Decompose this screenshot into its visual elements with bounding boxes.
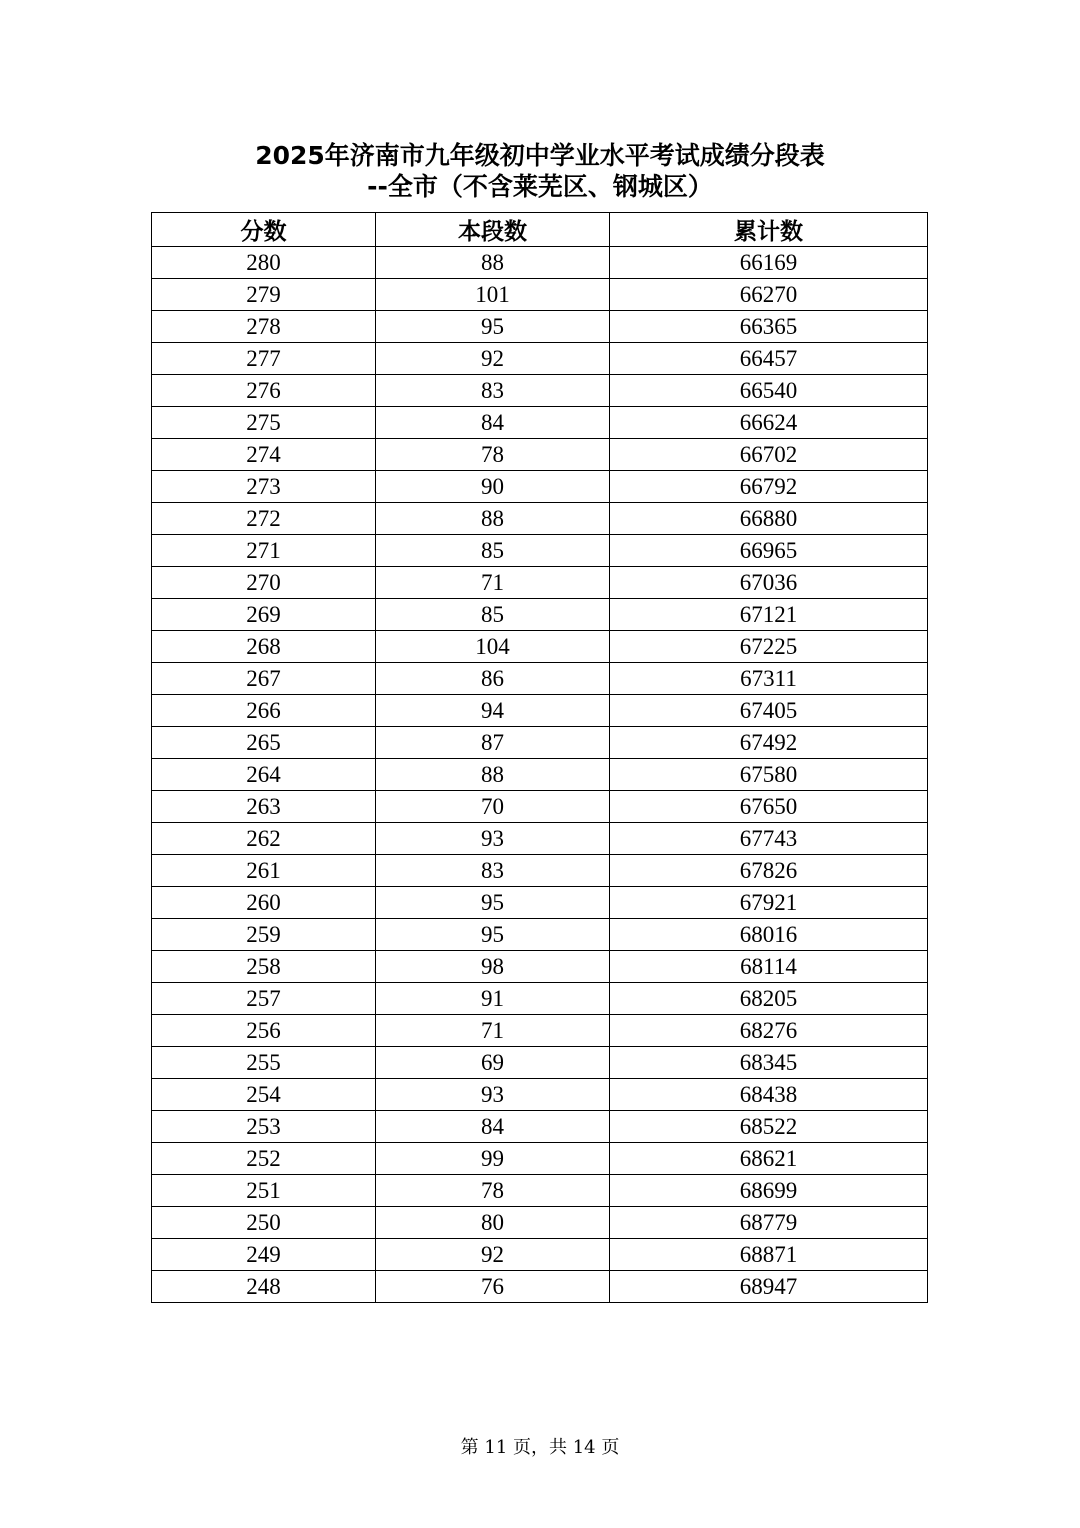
cell-cumulative-count: 68621: [610, 1143, 928, 1175]
cell-cumulative-count: 68205: [610, 983, 928, 1015]
cell-score: 258: [152, 951, 376, 983]
table-row: [152, 567, 928, 599]
cell-cumulative-count: 66624: [610, 407, 928, 439]
cell-score: 263: [152, 791, 376, 823]
table-row: [152, 407, 928, 439]
cell-score: 254: [152, 1079, 376, 1111]
cell-score: 278: [152, 311, 376, 343]
page-subtitle: --全市（不含莱芜区、钢城区）: [367, 172, 713, 201]
cell-score: 274: [152, 439, 376, 471]
table-header-row: [152, 213, 928, 247]
cell-score: 260: [152, 887, 376, 919]
cell-cumulative-count: 68699: [610, 1175, 928, 1207]
table-row: [152, 663, 928, 695]
cell-segment-count: 86: [376, 663, 610, 695]
cell-score: 261: [152, 855, 376, 887]
cell-cumulative-count: 67311: [610, 663, 928, 695]
table-row: [152, 471, 928, 503]
page-number-footer: 第 11 页，共 14 页: [460, 1437, 620, 1458]
header-cumulative-count: 累计数: [610, 213, 928, 247]
cell-score: 257: [152, 983, 376, 1015]
cell-score: 269: [152, 599, 376, 631]
cell-cumulative-count: 67121: [610, 599, 928, 631]
cell-cumulative-count: 67492: [610, 727, 928, 759]
cell-score: 248: [152, 1271, 376, 1303]
cell-segment-count: 80: [376, 1207, 610, 1239]
cell-segment-count: 88: [376, 759, 610, 791]
table-row: [152, 983, 928, 1015]
table-row: [152, 1271, 928, 1303]
cell-score: 280: [152, 247, 376, 279]
page-title: 2025年济南市九年级初中学业水平考试成绩分段表: [255, 141, 825, 170]
cell-segment-count: 92: [376, 1239, 610, 1271]
table-row: [152, 1111, 928, 1143]
table-body: [152, 247, 928, 1303]
cell-segment-count: 78: [376, 439, 610, 471]
table-row: [152, 1015, 928, 1047]
cell-cumulative-count: 67921: [610, 887, 928, 919]
table-row: [152, 343, 928, 375]
cell-cumulative-count: 67405: [610, 695, 928, 727]
cell-segment-count: 104: [376, 631, 610, 663]
cell-cumulative-count: 66365: [610, 311, 928, 343]
header-score: 分数: [152, 213, 376, 247]
table-row: [152, 1047, 928, 1079]
cell-segment-count: 83: [376, 855, 610, 887]
cell-score: 249: [152, 1239, 376, 1271]
table-row: [152, 1207, 928, 1239]
cell-score: 250: [152, 1207, 376, 1239]
cell-segment-count: 85: [376, 535, 610, 567]
cell-segment-count: 101: [376, 279, 610, 311]
cell-cumulative-count: 68871: [610, 1239, 928, 1271]
table-row: [152, 887, 928, 919]
cell-score: 253: [152, 1111, 376, 1143]
score-distribution-table: [151, 212, 928, 1303]
cell-score: 277: [152, 343, 376, 375]
table-row: [152, 1079, 928, 1111]
cell-score: 251: [152, 1175, 376, 1207]
table-row: [152, 919, 928, 951]
cell-score: 252: [152, 1143, 376, 1175]
cell-score: 259: [152, 919, 376, 951]
cell-score: 266: [152, 695, 376, 727]
table-row: [152, 855, 928, 887]
cell-score: 273: [152, 471, 376, 503]
cell-segment-count: 90: [376, 471, 610, 503]
cell-segment-count: 70: [376, 791, 610, 823]
cell-cumulative-count: 67826: [610, 855, 928, 887]
cell-cumulative-count: 68947: [610, 1271, 928, 1303]
cell-segment-count: 85: [376, 599, 610, 631]
cell-segment-count: 71: [376, 567, 610, 599]
cell-segment-count: 88: [376, 247, 610, 279]
table-row: [152, 375, 928, 407]
cell-segment-count: 84: [376, 407, 610, 439]
cell-cumulative-count: 66880: [610, 503, 928, 535]
cell-score: 264: [152, 759, 376, 791]
cell-cumulative-count: 67225: [610, 631, 928, 663]
table-row: [152, 823, 928, 855]
cell-segment-count: 76: [376, 1271, 610, 1303]
cell-score: 255: [152, 1047, 376, 1079]
cell-cumulative-count: 66270: [610, 279, 928, 311]
cell-segment-count: 92: [376, 343, 610, 375]
table-row: [152, 279, 928, 311]
cell-cumulative-count: 68114: [610, 951, 928, 983]
cell-cumulative-count: 68016: [610, 919, 928, 951]
table-row: [152, 1175, 928, 1207]
cell-segment-count: 95: [376, 919, 610, 951]
table-row: [152, 1239, 928, 1271]
table-row: [152, 535, 928, 567]
cell-segment-count: 83: [376, 375, 610, 407]
cell-cumulative-count: 68779: [610, 1207, 928, 1239]
cell-segment-count: 95: [376, 887, 610, 919]
cell-cumulative-count: 66540: [610, 375, 928, 407]
cell-segment-count: 69: [376, 1047, 610, 1079]
cell-cumulative-count: 66792: [610, 471, 928, 503]
cell-cumulative-count: 66702: [610, 439, 928, 471]
cell-segment-count: 94: [376, 695, 610, 727]
table-row: [152, 503, 928, 535]
table-row: [152, 759, 928, 791]
cell-cumulative-count: 68276: [610, 1015, 928, 1047]
cell-segment-count: 95: [376, 311, 610, 343]
table-row: [152, 1143, 928, 1175]
cell-score: 270: [152, 567, 376, 599]
cell-cumulative-count: 68522: [610, 1111, 928, 1143]
cell-segment-count: 93: [376, 1079, 610, 1111]
cell-score: 275: [152, 407, 376, 439]
cell-cumulative-count: 67580: [610, 759, 928, 791]
cell-score: 272: [152, 503, 376, 535]
cell-segment-count: 93: [376, 823, 610, 855]
cell-score: 276: [152, 375, 376, 407]
cell-score: 268: [152, 631, 376, 663]
cell-segment-count: 87: [376, 727, 610, 759]
table-row: [152, 951, 928, 983]
cell-cumulative-count: 67743: [610, 823, 928, 855]
cell-cumulative-count: 67650: [610, 791, 928, 823]
cell-segment-count: 88: [376, 503, 610, 535]
cell-segment-count: 91: [376, 983, 610, 1015]
table-row: [152, 311, 928, 343]
cell-segment-count: 71: [376, 1015, 610, 1047]
cell-score: 279: [152, 279, 376, 311]
table-row: [152, 599, 928, 631]
cell-cumulative-count: 68438: [610, 1079, 928, 1111]
table-row: [152, 439, 928, 471]
cell-segment-count: 84: [376, 1111, 610, 1143]
cell-segment-count: 98: [376, 951, 610, 983]
cell-score: 271: [152, 535, 376, 567]
cell-cumulative-count: 66169: [610, 247, 928, 279]
table-row: [152, 631, 928, 663]
table-row: [152, 247, 928, 279]
cell-score: 262: [152, 823, 376, 855]
cell-segment-count: 99: [376, 1143, 610, 1175]
cell-score: 256: [152, 1015, 376, 1047]
table-row: [152, 695, 928, 727]
cell-cumulative-count: 67036: [610, 567, 928, 599]
cell-cumulative-count: 66965: [610, 535, 928, 567]
table-row: [152, 727, 928, 759]
table-row: [152, 791, 928, 823]
cell-score: 267: [152, 663, 376, 695]
cell-segment-count: 78: [376, 1175, 610, 1207]
header-segment-count: 本段数: [376, 213, 610, 247]
cell-cumulative-count: 66457: [610, 343, 928, 375]
cell-score: 265: [152, 727, 376, 759]
cell-cumulative-count: 68345: [610, 1047, 928, 1079]
